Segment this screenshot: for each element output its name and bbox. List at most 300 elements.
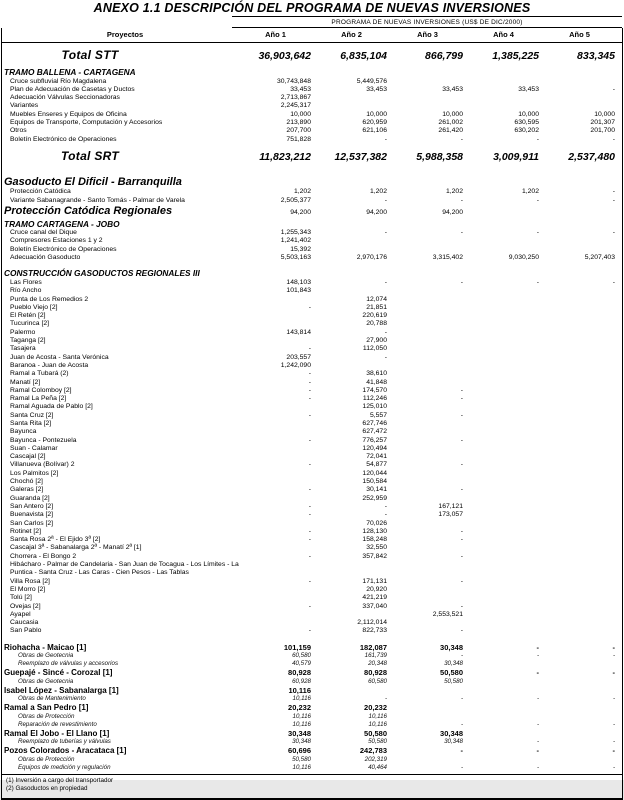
cell-value-year-2: 41,848 [366, 378, 387, 386]
row-label: Obras de Protección [18, 755, 75, 763]
cell-value-year-2: 1,202 [369, 188, 387, 196]
column-header-year-1: Año 1 [265, 30, 286, 39]
cell-value-year-2: 337,040 [362, 602, 387, 610]
table-row [2, 729, 622, 738]
table-row [2, 205, 622, 220]
cell-value-year-2: 60,580 [368, 677, 387, 685]
table-row [2, 578, 622, 586]
row-label: Pozos Colorados - Aracataca [1] [4, 746, 127, 756]
table-row [2, 86, 622, 94]
cell-value-year-3: - [460, 720, 463, 728]
cell-value-year-2: - [384, 278, 387, 286]
cell-value-year-2: 621,106 [362, 127, 387, 135]
cell-value-year-1: - [308, 486, 311, 494]
cell-value-year-1: - [308, 411, 311, 419]
row-label: Reemplazo de tuberías y válvulas [18, 738, 111, 746]
row-label: Reemplazo de válvulas y accesorios [18, 660, 119, 668]
cell-value-year-1: 1,241,402 [280, 237, 311, 245]
cell-value-year-5: - [612, 278, 615, 286]
row-label: TRAMO BALLENA - CARTAGENA [4, 67, 136, 77]
table-row [2, 561, 622, 578]
cell-value-year-2: 182,087 [359, 642, 387, 652]
table-row [2, 652, 622, 660]
cell-value-year-5: - [612, 652, 615, 660]
table-row [2, 420, 622, 428]
row-label: Equipos de medición y regulación [18, 763, 111, 771]
cell-value-year-2: 161,739 [364, 652, 387, 660]
cell-value-year-1: 101,159 [283, 642, 311, 652]
cell-value-year-1: - [308, 436, 311, 444]
cell-value-year-3: - [460, 577, 463, 585]
cell-value-year-2: 128,130 [362, 527, 387, 535]
row-label: Ramal a San Pedro [1] [4, 703, 89, 713]
cell-value-year-5: - [612, 196, 615, 204]
cell-value-year-5: - [612, 763, 615, 771]
cell-value-year-4: - [536, 229, 539, 237]
column-header-year-5: Año 5 [569, 30, 590, 39]
cell-value-year-3: 30,348 [444, 660, 463, 668]
table-row [2, 660, 622, 668]
row-label: Buenavista [2] [10, 511, 54, 519]
row-label: Cascajal [2] [10, 453, 46, 461]
cell-value-year-4: 1,202 [521, 188, 539, 196]
cell-value-year-2: 12,074 [366, 295, 387, 303]
row-label: Cruce subfluvial Río Magdalena [10, 77, 107, 85]
cell-value-year-5: - [612, 229, 615, 237]
cell-value-year-3: - [460, 486, 463, 494]
row-label: Punta de Los Remedios 2 [10, 295, 89, 303]
row-label: Obras de Geotecnia [18, 677, 74, 685]
cell-value-year-1: 207,700 [286, 127, 311, 135]
cell-value-year-3: 50,580 [444, 677, 463, 685]
table-row [2, 594, 622, 602]
cell-value-year-2: 33,453 [366, 85, 387, 93]
row-label: El Retén [2] [10, 312, 46, 320]
cell-value-year-2: - [384, 353, 387, 361]
table-row [2, 528, 622, 536]
row-label: Bayunca - Pontezuela [10, 436, 77, 444]
table-row [2, 337, 622, 345]
cell-value-year-3: - [460, 386, 463, 394]
cell-value-year-2: 421,219 [362, 594, 387, 602]
table-row [2, 536, 622, 544]
cell-value-year-1: 94,200 [290, 209, 311, 217]
row-label: San Pablo [10, 627, 42, 635]
table-row [2, 119, 622, 127]
cell-value-year-2: 120,494 [362, 444, 387, 452]
cell-value-year-4: 9,030,250 [508, 254, 539, 262]
cell-value-year-2: 776,257 [362, 436, 387, 444]
investment-table [1, 28, 623, 800]
cell-value-year-1: 143,814 [286, 328, 311, 336]
table-row [2, 703, 622, 712]
table-row [2, 511, 622, 519]
cell-value-year-2: 10,116 [368, 720, 387, 728]
cell-value-year-1: 30,348 [288, 728, 311, 738]
table-subtitle: PROGRAMA DE NUEVAS INVERSIONES (US$ DE DIC/2000) [232, 16, 622, 28]
cell-value-year-2: 112,246 [362, 395, 387, 403]
cell-value-year-2: - [384, 135, 387, 143]
cell-value-year-2: 20,232 [364, 703, 387, 713]
table-row [2, 287, 622, 295]
row-label: Variante Sabanagrande - Santo Tomás - Palmar de Varela [10, 196, 185, 204]
cell-value-year-4: - [536, 738, 539, 746]
table-row [2, 176, 622, 189]
cell-value-year-2: 72,041 [366, 453, 387, 461]
cell-value-year-3: - [460, 527, 463, 535]
cell-value-year-3: 30,348 [440, 728, 463, 738]
cell-value-year-3: - [460, 627, 463, 635]
row-label: Cruce canal del Dique [10, 229, 77, 237]
cell-value-year-5: - [612, 738, 615, 746]
cell-value-year-3: 261,420 [438, 127, 463, 135]
table-row [2, 678, 622, 686]
table-row [2, 220, 622, 230]
table-row [2, 461, 622, 469]
row-label: Guaranda [2] [10, 494, 50, 502]
footnotes [2, 774, 622, 798]
table-row [2, 627, 622, 635]
table-row [2, 127, 622, 135]
cell-value-year-2: 5,449,576 [356, 77, 387, 85]
table-row [2, 370, 622, 378]
cell-value-year-2: - [384, 229, 387, 237]
cell-value-year-1: 2,245,317 [280, 102, 311, 110]
cell-value-year-1: 60,696 [288, 746, 311, 756]
cell-value-year-2: - [384, 695, 387, 703]
cell-value-year-1: 20,232 [288, 703, 311, 713]
cell-value-year-1: 2,505,377 [280, 196, 311, 204]
row-label: Guepajé - Sincé - Corozal [1] [4, 668, 113, 678]
table-row [2, 395, 622, 403]
table-row [2, 379, 622, 387]
table-row [2, 437, 622, 445]
subtitle-row [0, 16, 624, 28]
row-label: Ramal El Jobo - El Llano [1] [4, 728, 110, 738]
cell-value-year-5: - [612, 642, 615, 652]
cell-value-year-1: 10,000 [290, 110, 311, 118]
cell-value-year-1: - [308, 303, 311, 311]
cell-value-year-3: 30,348 [444, 738, 463, 746]
table-row [2, 149, 622, 163]
table-row [2, 428, 622, 436]
cell-value-year-2: 627,746 [362, 419, 387, 427]
row-label: Tolú [2] [10, 594, 32, 602]
cell-value-year-1: - [308, 536, 311, 544]
cell-value-year-2: 627,472 [362, 428, 387, 436]
row-label: Santa Cruz [2] [10, 411, 54, 419]
row-label: Otros [10, 127, 27, 135]
row-label: Reparación de revestimiento [18, 720, 97, 728]
cell-value-year-1: - [308, 386, 311, 394]
cell-value-year-1: 80,928 [288, 668, 311, 678]
cell-value-year-2: 158,248 [362, 536, 387, 544]
cell-value-year-2: 252,959 [362, 494, 387, 502]
cell-value-year-3: 94,200 [442, 209, 463, 217]
cell-value-year-3: - [460, 229, 463, 237]
row-label: Baranoa - Juan de Acosta [10, 361, 89, 369]
cell-value-year-2: 20,348 [368, 660, 387, 668]
table-row [2, 136, 622, 144]
cell-value-year-4: - [536, 668, 539, 678]
row-label: Caucasia [10, 619, 39, 627]
table-row [2, 756, 622, 764]
cell-value-year-2: 357,842 [362, 552, 387, 560]
cell-value-year-2: 54,877 [366, 461, 387, 469]
row-label: Santa Rosa 2ª - El Ejido 3ª [2] [10, 536, 101, 544]
row-label: Riohacha - Maicao [1] [4, 642, 87, 652]
cell-value-year-2: 150,584 [362, 478, 387, 486]
table-row [2, 68, 622, 78]
table-row [2, 643, 622, 652]
cell-value-year-1: 213,890 [286, 119, 311, 127]
cell-value-year-3: 33,453 [442, 85, 463, 93]
cell-value-year-2: 174,570 [362, 386, 387, 394]
row-label: Adecuación Válvulas Seccionadoras [10, 94, 120, 102]
row-label: Juan de Acosta - Santa Verónica [10, 353, 109, 361]
table-row [2, 553, 622, 561]
cell-value-year-2: 6,835,104 [340, 50, 387, 62]
cell-value-year-2: 94,200 [366, 209, 387, 217]
cell-value-year-2: 171,131 [362, 577, 387, 585]
row-label: El Morro [2] [10, 585, 46, 593]
footnote-1: (1) Inversión a cargo del transportador [6, 776, 114, 784]
row-label: Taganga [2] [10, 337, 46, 345]
cell-value-year-1: 15,392 [290, 245, 311, 253]
table-row [2, 746, 622, 755]
row-label: Ramal Colomboy [2] [10, 386, 72, 394]
row-label: Chorrera - El Bongo 2 [10, 552, 77, 560]
cell-value-year-5: 10,000 [594, 110, 615, 118]
cell-value-year-1: 11,823,212 [259, 150, 311, 163]
cell-value-year-1: 5,503,163 [280, 254, 311, 262]
cell-value-year-1: 1,255,343 [280, 229, 311, 237]
cell-value-year-1: - [308, 527, 311, 535]
cell-value-year-5: 833,345 [577, 50, 615, 62]
row-label: Hibácharo - Palmar de Candelaria - San Juan de Tocagua - Los Límites - La Puntica - Santa Cruz - Las Caras - Cien Pesos - Las Tablas [10, 561, 239, 577]
cell-value-year-2: 21,851 [366, 303, 387, 311]
cell-value-year-1: - [308, 552, 311, 560]
cell-value-year-2: 10,116 [368, 712, 387, 720]
row-label: Pueblo Viejo [2] [10, 303, 58, 311]
table-row [2, 611, 622, 619]
table-row [2, 453, 622, 461]
cell-value-year-3: 167,121 [438, 502, 463, 510]
cell-value-year-3: 1,202 [445, 188, 463, 196]
table-row [2, 478, 622, 486]
cell-value-year-4: - [536, 196, 539, 204]
page-title: ANEXO 1.1 DESCRIPCIÓN DEL PROGRAMA DE NUEVAS INVERSIONES [93, 1, 531, 15]
row-gap [2, 636, 622, 643]
row-label: Boletín Electrónico de Operaciones [10, 135, 117, 143]
table-row [2, 362, 622, 370]
table-row [2, 486, 622, 494]
table-row [2, 48, 622, 62]
cell-value-year-4: 1,385,225 [492, 50, 539, 62]
cell-value-year-1: - [308, 395, 311, 403]
cell-value-year-3: 10,000 [442, 110, 463, 118]
cell-value-year-3: 5,988,358 [416, 150, 463, 163]
cell-value-year-3: - [460, 411, 463, 419]
cell-value-year-1: 1,242,090 [280, 361, 311, 369]
cell-value-year-1: 148,103 [286, 278, 311, 286]
cell-value-year-2: 2,970,176 [356, 254, 387, 262]
table-row [2, 695, 622, 703]
cell-value-year-5: - [612, 135, 615, 143]
row-label: Isabel López - Sabanalarga [1] [4, 685, 119, 695]
cell-value-year-5: - [612, 188, 615, 196]
row-label: Ramal a Tubará (2) [10, 370, 69, 378]
table-row [2, 603, 622, 611]
row-label: Obras de Protección [18, 712, 75, 720]
table-row [2, 412, 622, 420]
table-row [2, 503, 622, 511]
cell-value-year-4: - [536, 746, 539, 756]
row-label: Total SRT [60, 148, 120, 163]
table-row [2, 403, 622, 411]
table-row [2, 721, 622, 729]
footnote-2: (2) Gasoductos en propiedad [6, 785, 88, 793]
row-label: Palermo [10, 328, 36, 336]
row-label: Variantes [10, 102, 39, 110]
cell-value-year-3: 30,348 [440, 642, 463, 652]
cell-value-year-5: 5,207,403 [584, 254, 615, 262]
cell-value-year-2: 27,900 [366, 337, 387, 345]
row-label: Rotinet [2] [10, 527, 41, 535]
cell-value-year-2: 202,319 [364, 755, 387, 763]
table-row [2, 713, 622, 721]
table-row [2, 102, 622, 110]
cell-value-year-3: - [460, 652, 463, 660]
cell-value-year-4: 630,202 [514, 127, 539, 135]
cell-value-year-1: 751,828 [286, 135, 311, 143]
cell-value-year-2: 12,537,382 [334, 150, 387, 163]
row-gap [2, 169, 622, 176]
row-label: Ramal Aguada de Pablo [2] [10, 403, 93, 411]
table-row [2, 296, 622, 304]
cell-value-year-3: 2,553,521 [432, 610, 463, 618]
cell-value-year-2: 125,010 [362, 403, 387, 411]
row-label: CONSTRUCCIÓN GASODUCTOS REGIONALES III [4, 268, 200, 279]
cell-value-year-1: 10,116 [288, 685, 311, 695]
row-label: Río Ancho [10, 287, 42, 295]
row-label: Bayunca [10, 428, 37, 436]
table-row [2, 254, 622, 262]
row-label: Plan de Adecuación de Casetas y Ductos [10, 85, 135, 93]
column-header-year-4: Año 4 [493, 30, 514, 39]
column-header-year-2: Año 2 [341, 30, 362, 39]
cell-value-year-2: 20,920 [366, 585, 387, 593]
row-label: Total STT [61, 48, 119, 62]
table-row [2, 354, 622, 362]
cell-value-year-4: - [536, 642, 539, 652]
table-row [2, 229, 622, 237]
row-label: Chochó [2] [10, 478, 43, 486]
cell-value-year-2: 32,550 [366, 544, 387, 552]
cell-value-year-3: - [460, 552, 463, 560]
cell-value-year-3: - [460, 536, 463, 544]
cell-value-year-3: 173,057 [438, 511, 463, 519]
table-row [2, 304, 622, 312]
cell-value-year-1: 30,348 [292, 738, 311, 746]
table-row [2, 329, 622, 337]
cell-value-year-1: 10,116 [292, 712, 311, 720]
cell-value-year-5: - [612, 720, 615, 728]
cell-value-year-1: - [308, 370, 311, 378]
row-label: Villanueva (Bolívar) 2 [10, 461, 75, 469]
row-label: Tucurinca [2] [10, 320, 50, 328]
row-label: Ramal La Peña [2] [10, 395, 67, 403]
cell-value-year-3: 3,315,402 [432, 254, 463, 262]
cell-value-year-2: 10,000 [366, 110, 387, 118]
column-header-row [2, 28, 622, 43]
row-label: Tasajera [10, 345, 36, 353]
column-header-year-3: Año 3 [417, 30, 438, 39]
cell-value-year-1: 101,843 [286, 287, 311, 295]
table-row [2, 312, 622, 320]
cell-value-year-4: 33,453 [518, 85, 539, 93]
row-label: Protección Catódica [10, 188, 71, 196]
row-label: Gasoducto El Dificil - Barranquilla [4, 175, 182, 188]
table-row [2, 619, 622, 627]
table-row [2, 387, 622, 395]
cell-value-year-4: - [536, 720, 539, 728]
cell-value-year-2: 70,026 [366, 519, 387, 527]
cell-value-year-2: 50,580 [364, 728, 387, 738]
cell-value-year-2: 220,619 [362, 312, 387, 320]
cell-value-year-1: - [308, 577, 311, 585]
cell-value-year-1: 10,116 [292, 763, 311, 771]
row-label: Protección Catódica Regionales [4, 205, 173, 218]
row-label: Suan - Calamar [10, 444, 58, 452]
cell-value-year-2: 38,610 [366, 370, 387, 378]
row-label: Manatí [2] [10, 378, 41, 386]
cell-value-year-3: - [460, 395, 463, 403]
cell-value-year-3: - [460, 746, 463, 756]
cell-value-year-5: - [612, 668, 615, 678]
cell-value-year-1: 33,453 [290, 85, 311, 93]
cell-value-year-3: - [460, 135, 463, 143]
row-label: Ayapel [10, 610, 31, 618]
cell-value-year-1: 60,580 [292, 652, 311, 660]
cell-value-year-3: 866,799 [425, 50, 463, 62]
cell-value-year-2: - [384, 328, 387, 336]
row-label: Muebles Enseres y Equipos de Oficina [10, 110, 127, 118]
row-label: Las Flores [10, 278, 42, 286]
cell-value-year-4: - [536, 135, 539, 143]
row-label: Compresores Estaciones 1 y 2 [10, 237, 103, 245]
cell-value-year-5: 201,700 [590, 127, 615, 135]
cell-value-year-1: - [308, 627, 311, 635]
row-label: San Carlos [2] [10, 519, 54, 527]
cell-value-year-1: 2,713,867 [280, 94, 311, 102]
table-row [2, 520, 622, 528]
table-row [2, 445, 622, 453]
cell-value-year-1: - [308, 461, 311, 469]
table-row [2, 78, 622, 86]
table-row [2, 686, 622, 695]
table-body [2, 48, 622, 772]
subtitle-spacer [0, 16, 232, 28]
cell-value-year-2: 242,783 [359, 746, 387, 756]
cell-value-year-4: - [536, 763, 539, 771]
cell-value-year-3: 261,002 [438, 119, 463, 127]
cell-value-year-5: 201,307 [590, 119, 615, 127]
row-label: Equipos de Transporte, Computación y Accesorios [10, 119, 163, 127]
cell-value-year-2: 822,733 [362, 627, 387, 635]
cell-value-year-1: 10,116 [292, 720, 311, 728]
cell-value-year-3: - [460, 436, 463, 444]
